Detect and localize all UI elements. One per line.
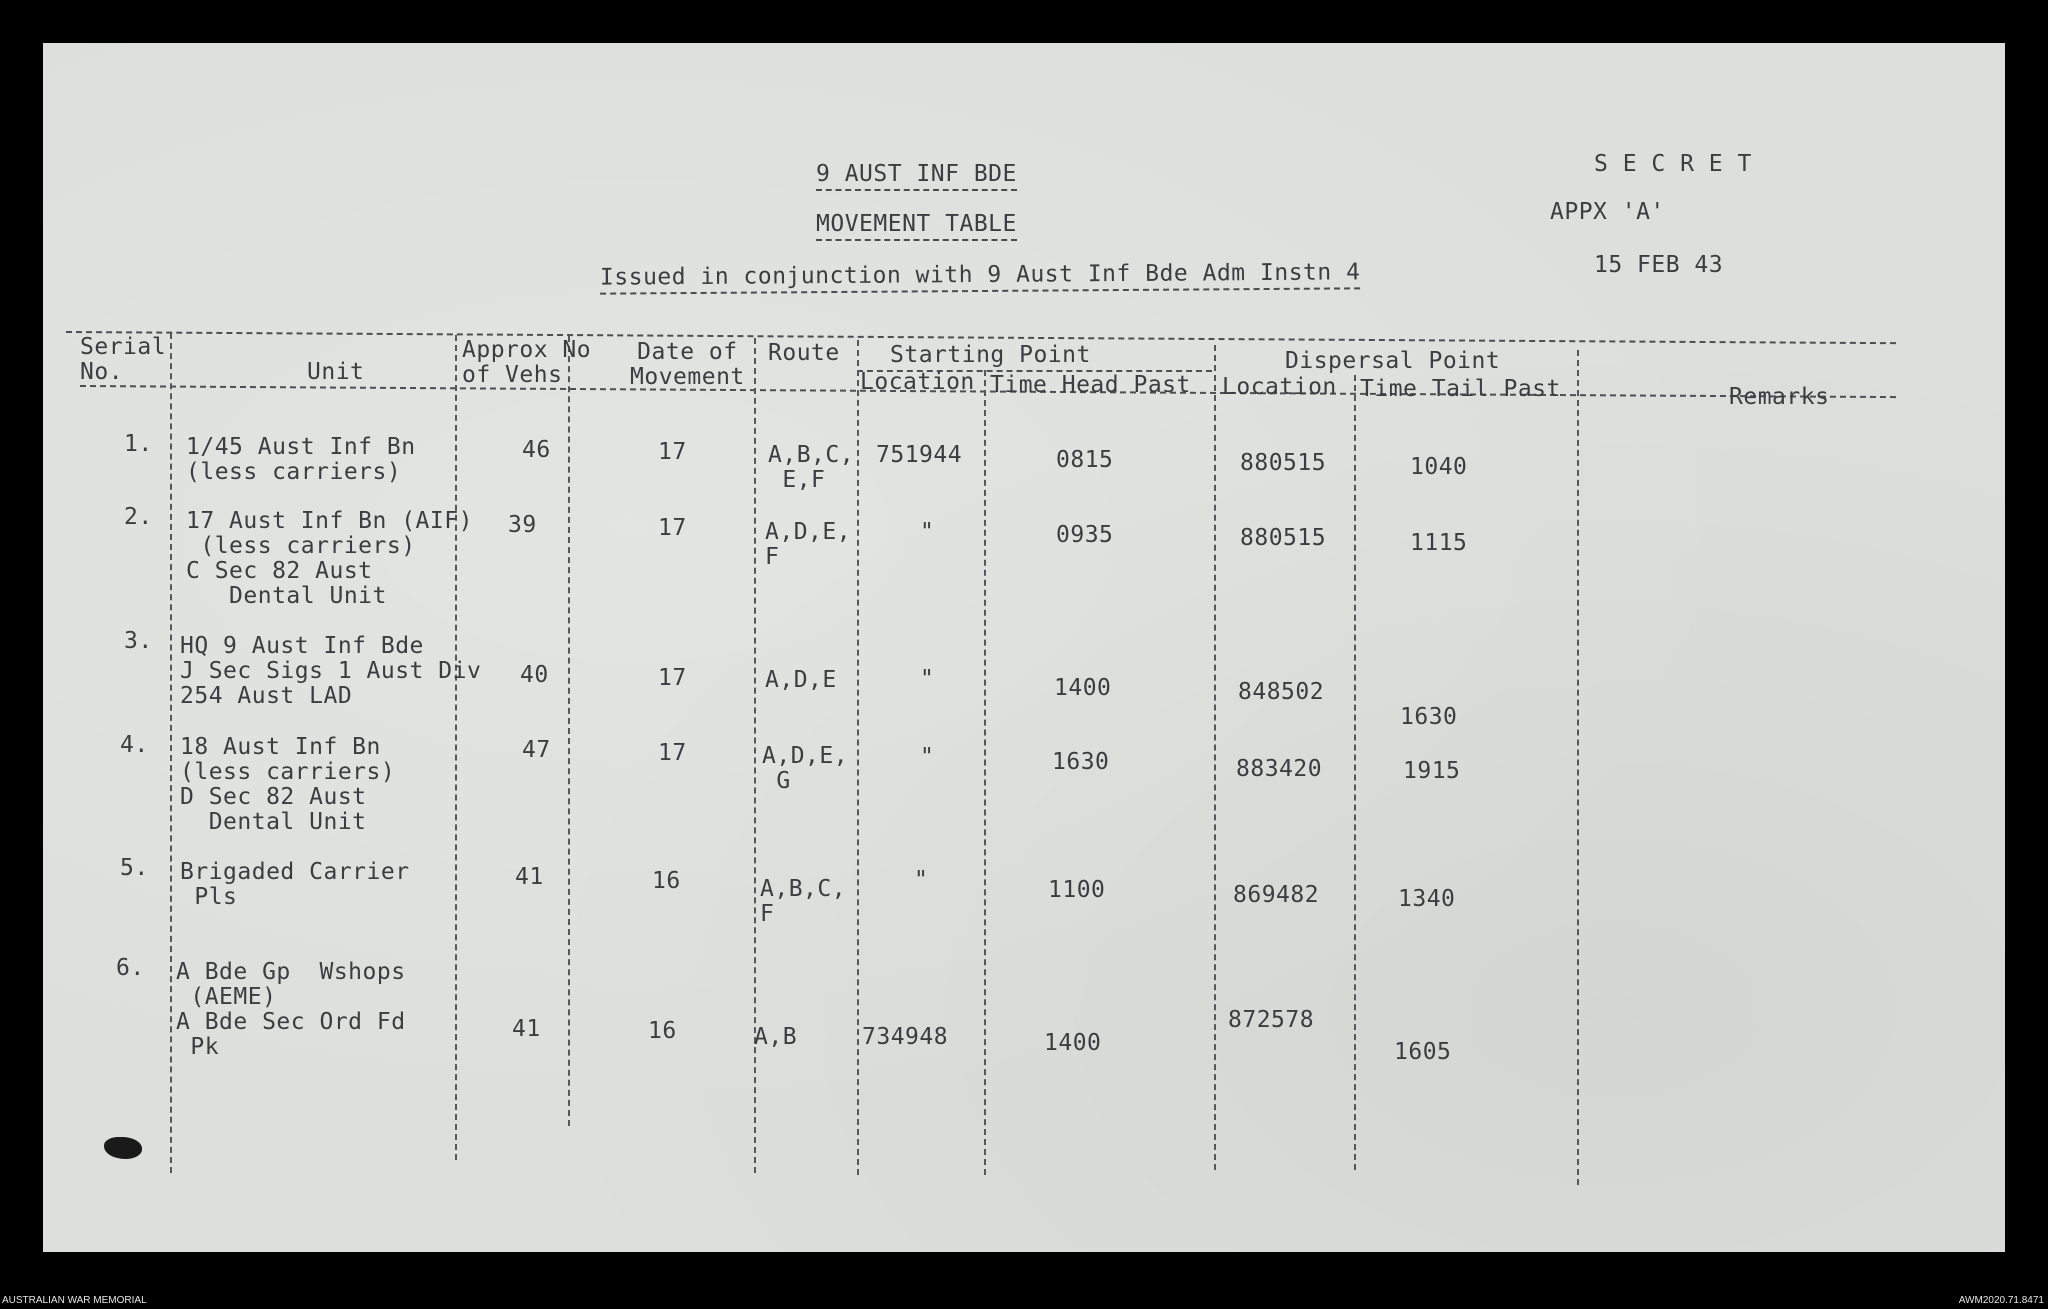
row-sp-time: 1400 — [1054, 675, 1112, 701]
row-sp-location: " — [920, 744, 935, 770]
row-route: A,B,C, E,F — [768, 442, 855, 493]
row-dp-location: 880515 — [1240, 450, 1327, 476]
row-serial: 3. — [124, 628, 153, 654]
row-dp-location: 872578 — [1228, 1007, 1315, 1033]
row-serial: 5. — [120, 855, 149, 881]
row-serial: 6. — [116, 955, 145, 981]
row-date: 17 — [658, 515, 687, 541]
row-date: 17 — [658, 740, 687, 766]
col-header-remarks: Remarks — [1729, 384, 1830, 410]
row-unit: 1/45 Aust Inf Bn (less carriers) — [186, 434, 416, 485]
col-divider — [455, 335, 457, 1160]
row-serial: 1. — [124, 431, 153, 457]
row-route: A,D,E, G — [762, 743, 849, 794]
col-header-route: Route — [768, 340, 840, 366]
row-vehs: 39 — [508, 512, 537, 538]
col-divider — [1577, 350, 1579, 1185]
document-subtitle: MOVEMENT TABLE — [816, 212, 1017, 241]
row-unit: HQ 9 Aust Inf Bde J Sec Sigs 1 Aust Div 254 Aust LAD — [180, 633, 482, 709]
row-dp-time: 1915 — [1403, 758, 1461, 784]
col-header-sp-time: Time Head Past — [990, 372, 1191, 398]
row-route: A,D,E — [765, 667, 837, 693]
row-sp-location: " — [920, 666, 935, 692]
row-route: A,D,E, F — [765, 519, 852, 570]
col-divider — [170, 333, 172, 1173]
row-dp-time: 1340 — [1398, 886, 1456, 912]
row-dp-time: 1115 — [1410, 530, 1468, 556]
row-unit: 18 Aust Inf Bn (less carriers) D Sec 82 Aust Dental Unit — [180, 734, 396, 835]
footer-accession-number: AWM2020.71.8471 — [1958, 1295, 2044, 1306]
row-vehs: 41 — [512, 1016, 541, 1042]
row-dp-time: 1040 — [1410, 454, 1468, 480]
row-unit: 17 Aust Inf Bn (AIF) (less carriers) C Sec 82 Aust Dental Unit — [186, 508, 473, 609]
row-serial: 4. — [120, 732, 149, 758]
col-header-vehs: Approx No of Vehs — [462, 337, 592, 388]
row-vehs: 47 — [522, 737, 551, 763]
row-date: 17 — [658, 665, 687, 691]
row-date: 16 — [652, 868, 681, 894]
row-sp-time: 1100 — [1048, 877, 1106, 903]
col-header-date: Date of Movement — [630, 339, 745, 390]
row-route: A,B — [754, 1024, 798, 1050]
col-divider — [984, 370, 986, 1175]
col-header-serial: Serial No. — [80, 334, 167, 385]
row-date: 17 — [658, 439, 687, 465]
row-unit: Brigaded Carrier Pls — [180, 859, 410, 910]
col-header-unit: Unit — [307, 359, 365, 385]
issued-note: Issued in conjunction with 9 Aust Inf Bde Adm Instn 4 — [600, 260, 1361, 294]
row-dp-location: 880515 — [1240, 525, 1327, 551]
row-sp-time: 1630 — [1052, 749, 1110, 775]
row-dp-location: 883420 — [1236, 756, 1323, 782]
row-dp-location: 848502 — [1238, 679, 1325, 705]
row-vehs: 41 — [515, 864, 544, 890]
row-route: A,B,C, F — [760, 876, 847, 927]
footer-credit: AUSTRALIAN WAR MEMORIAL — [2, 1295, 147, 1306]
row-serial: 2. — [124, 504, 153, 530]
row-dp-location: 869482 — [1233, 882, 1320, 908]
row-sp-time: 1400 — [1044, 1030, 1102, 1056]
col-divider — [1354, 375, 1356, 1170]
row-dp-time: 1605 — [1394, 1039, 1452, 1065]
col-divider — [857, 340, 859, 1175]
col-header-dp-location: Location — [1222, 374, 1337, 400]
row-sp-location: 734948 — [862, 1024, 949, 1050]
col-header-dispersal-point: Dispersal Point — [1285, 348, 1501, 374]
row-sp-location: 751944 — [876, 442, 963, 468]
col-divider — [1214, 345, 1216, 1170]
col-divider — [568, 336, 570, 1126]
row-vehs: 40 — [520, 662, 549, 688]
row-date: 16 — [648, 1018, 677, 1044]
row-sp-location: " — [914, 867, 929, 893]
document-date: 15 FEB 43 — [1594, 252, 1724, 278]
document-title: 9 AUST INF BDE — [816, 162, 1017, 191]
row-sp-time: 0815 — [1056, 447, 1114, 473]
row-sp-location: " — [920, 519, 935, 545]
appendix-label: APPX 'A' — [1550, 199, 1665, 225]
classification-mark: S E C R E T — [1594, 151, 1752, 177]
row-sp-time: 0935 — [1056, 522, 1114, 548]
row-unit: A Bde Gp Wshops (AEME) A Bde Sec Ord Fd Pk — [176, 959, 406, 1060]
row-dp-time: 1630 — [1400, 704, 1458, 730]
col-header-starting-point: Starting Point — [890, 342, 1091, 368]
col-header-dp-time: Time Tail Past — [1360, 376, 1561, 402]
row-vehs: 46 — [522, 437, 551, 463]
col-header-sp-location: Location — [860, 369, 975, 395]
